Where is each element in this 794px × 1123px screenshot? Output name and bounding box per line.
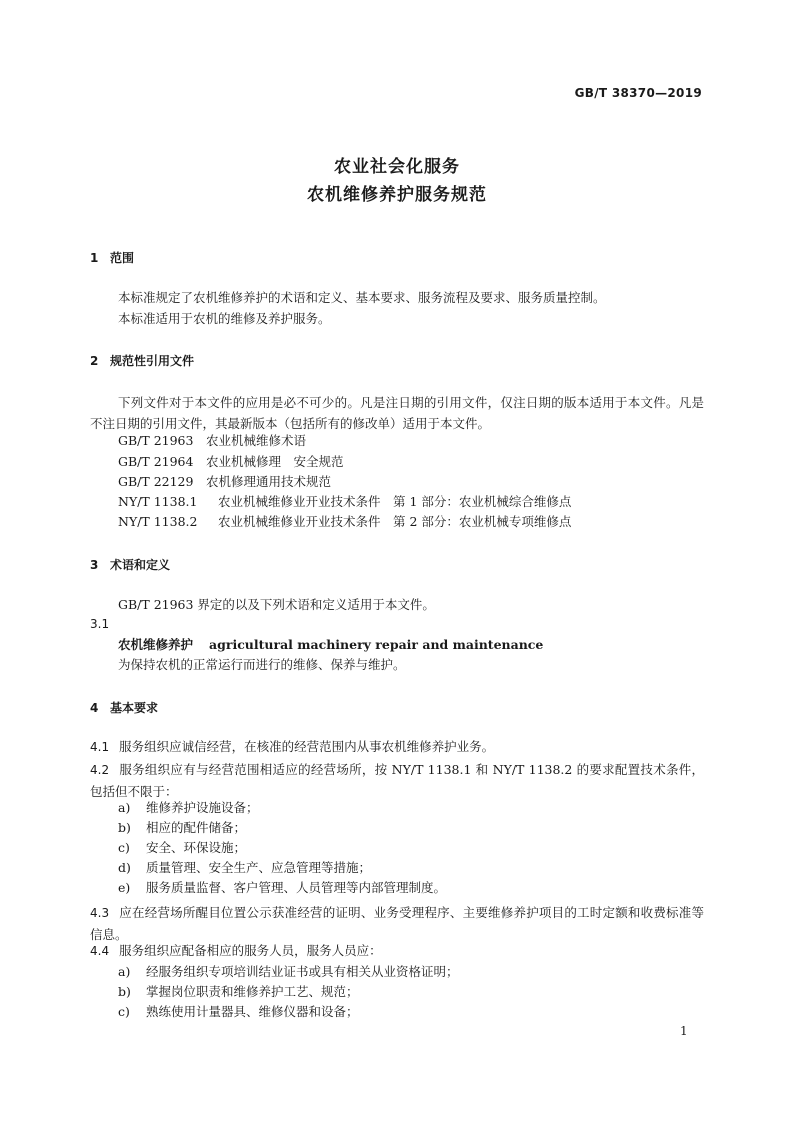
paragraph: GB/T 21963 界定的以及下列术语和定义适用于本文件。 xyxy=(118,597,435,612)
section-2-heading xyxy=(90,352,194,369)
section-number: 3 xyxy=(90,558,99,572)
section-number: 1 xyxy=(90,251,99,265)
list-marker: d) xyxy=(118,860,131,875)
clause-text: 服务组织应诚信经营，在核准的经营范围内从事农机维修养护业务。 xyxy=(119,739,495,754)
reference-code: GB/T 21963 xyxy=(118,433,194,448)
list-item xyxy=(118,860,371,876)
term-definition: 为保持农机的正常运行而进行的维修、保养与维护。 xyxy=(118,657,406,672)
list-text: 相应的配件储备； xyxy=(146,820,247,835)
clause-text: 服务组织应配备相应的服务人员，服务人员应： xyxy=(119,943,382,958)
term-entry xyxy=(118,637,543,653)
list-item xyxy=(118,880,446,896)
list-text: 质量管理、安全生产、应急管理等措施； xyxy=(146,860,372,875)
section-title: 范围 xyxy=(110,251,135,265)
list-item xyxy=(118,800,259,816)
list-text: 安全、环保设施； xyxy=(146,840,247,855)
list-marker: c) xyxy=(118,1004,130,1019)
normative-reference xyxy=(118,494,571,510)
reference-title: 农机修理通用技术规范 xyxy=(206,474,332,489)
list-marker: b) xyxy=(118,820,131,835)
normative-reference xyxy=(118,454,344,470)
section-title: 规范性引用文件 xyxy=(110,354,195,368)
section-title: 术语和定义 xyxy=(110,558,171,572)
list-text: 服务质量监督、客户管理、人员管理等内部管理制度。 xyxy=(146,880,447,895)
term-english: agricultural machinery repair and maintenance xyxy=(209,637,544,652)
reference-code: GB/T 22129 xyxy=(118,474,194,489)
reference-title: 农业机械维修业开业技术条件 第 2 部分：农业机械专项维修点 xyxy=(218,514,572,529)
paragraph: 下列文件对于本文件的应用是必不可少的。凡是注日期的引用文件，仅注日期的版本适用于本文件。凡是不注日期的引用文件，其最新版本（包括所有的修改单）适用于本文件。 xyxy=(90,395,704,431)
clause-number: 4.4 xyxy=(90,944,110,958)
clause-number: 4.3 xyxy=(90,906,110,920)
paragraph: 本标准适用于农机的维修及养护服务。 xyxy=(118,311,331,326)
section-number: 4 xyxy=(90,701,99,715)
term-chinese: 农机维修养护 xyxy=(118,637,194,652)
section-3-heading xyxy=(90,556,170,573)
section-title: 基本要求 xyxy=(110,701,159,715)
document-title-line2: 农机维修养护服务规范 xyxy=(307,185,487,205)
standard-code: GB/T 38370—2019 xyxy=(574,86,702,100)
list-item xyxy=(118,840,246,856)
reference-code: NY/T 1138.2 xyxy=(118,514,198,529)
normative-reference xyxy=(118,433,306,449)
normative-reference xyxy=(118,474,331,490)
reference-code: GB/T 21964 xyxy=(118,454,194,469)
clause-4-4 xyxy=(90,943,382,959)
list-item xyxy=(118,964,459,980)
reference-title: 农业机械维修术语 xyxy=(206,433,307,448)
list-item xyxy=(118,984,359,1000)
list-marker: e) xyxy=(118,880,131,895)
clause-text: 应在经营场所醒目位置公示获准经营的证明、业务受理程序、主要维修养护项目的工时定额和收费标准等信息。 xyxy=(90,905,704,942)
clause-number: 3.1 xyxy=(90,617,110,631)
list-text: 掌握岗位职责和维修养护工艺、规范； xyxy=(146,984,359,999)
clause-4-1 xyxy=(90,739,494,755)
list-item xyxy=(118,1004,359,1020)
clause-number: 4.2 xyxy=(90,763,110,777)
list-marker: a) xyxy=(118,800,131,815)
clause-4-3 xyxy=(90,902,704,945)
document-title-line1: 农业社会化服务 xyxy=(334,157,460,177)
list-text: 熟练使用计量器具、维修仪器和设备； xyxy=(146,1004,359,1019)
page-number: 1 xyxy=(680,1024,688,1038)
reference-title: 农业机械维修业开业技术条件 第 1 部分：农业机械综合维修点 xyxy=(218,494,572,509)
clause-4-2 xyxy=(90,759,704,802)
list-marker: a) xyxy=(118,964,131,979)
section-1-heading xyxy=(90,249,134,266)
clause-number: 4.1 xyxy=(90,740,110,754)
normative-reference xyxy=(118,514,571,530)
list-marker: b) xyxy=(118,984,131,999)
paragraph: 本标准规定了农机维修养护的术语和定义、基本要求、服务流程及要求、服务质量控制。 xyxy=(118,290,606,305)
reference-code: NY/T 1138.1 xyxy=(118,494,198,509)
list-marker: c) xyxy=(118,840,130,855)
list-text: 经服务组织专项培训结业证书或具有相关从业资格证明； xyxy=(146,964,459,979)
list-text: 维修养护设施设备； xyxy=(146,800,259,815)
section-number: 2 xyxy=(90,354,99,368)
clause-text: 服务组织应有与经营范围相适应的经营场所，按 NY/T 1138.1 和 NY/T 1138.2 的要求配置技术条件，包括但不限于： xyxy=(90,762,704,799)
section-4-heading xyxy=(90,699,158,716)
reference-title: 农业机械修理 安全规范 xyxy=(206,454,344,469)
list-item xyxy=(118,820,246,836)
